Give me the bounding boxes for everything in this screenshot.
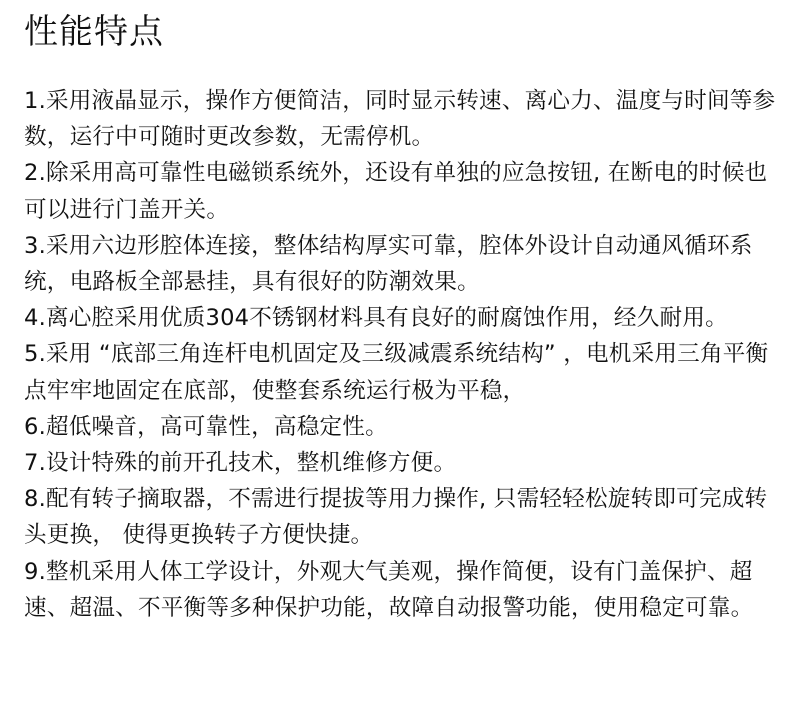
page-title: 性能特点 [24, 12, 164, 52]
feature-item-2: 2.除采用高可靠性电磁锁系统外，还设有单独的应急按钮, 在断电的时候也可以进行门盖开关。 [24, 160, 768, 223]
feature-item-6: 6.超低噪音，高可靠性，高稳定性。 [24, 413, 388, 440]
feature-list [24, 83, 776, 626]
feature-item-8: 8.配有转子摘取器，不需进行提拔等用力操作, 只需轻轻松旋转即可完成转头更换， 使得更换转子方便快捷。 [24, 486, 768, 549]
feature-item-5: 5.采用 “底部三角连杆电机固定及三级减震系统结构” ，电机采用三角平衡点牢牢地固定在底部，使整套系统运行极为平稳， [24, 341, 769, 404]
feature-item-3: 3.采用六边形腔体连接，整体结构厚实可靠，腔体外设计自动通风循环系统，电路板全部悬挂，具有很好的防潮效果。 [24, 232, 753, 296]
feature-item-1: 1.采用液晶显示，操作方便简洁，同时显示转速、离心力、温度与时间等参数，运行中可随时更改参数，无需停机。 [24, 88, 776, 151]
feature-item-9: 9.整机采用人体工学设计，外观大气美观，操作简便，设有门盖保护、超速、超温、不平衡等多种保护功能，故障自动报警功能，使用稳定可靠。 [24, 558, 754, 621]
feature-item-7: 7.设计特殊的前开孔技术，整机维修方便。 [24, 450, 457, 477]
feature-item-4: 4.离心腔采用优质304不锈钢材料具有良好的耐腐蚀作用，经久耐用。 [24, 305, 728, 332]
